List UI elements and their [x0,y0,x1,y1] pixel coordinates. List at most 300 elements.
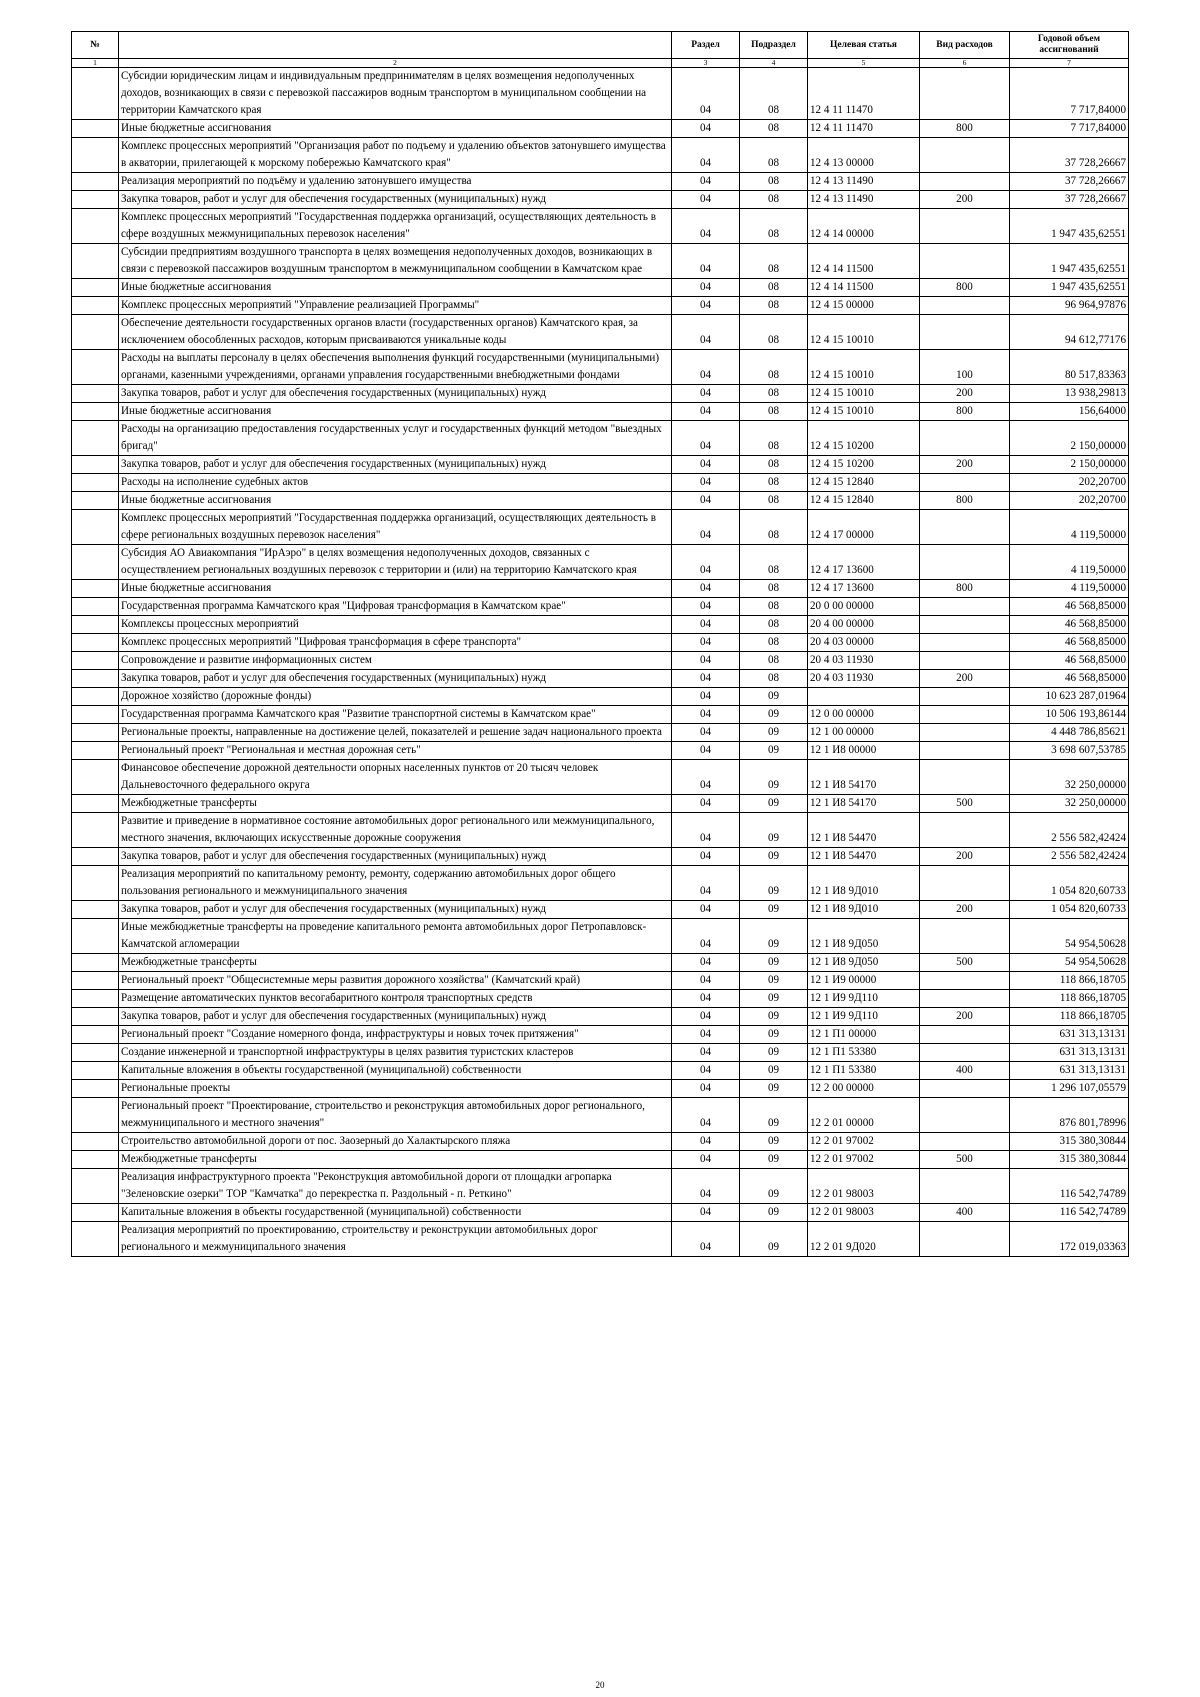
row-amount-cell: 202,20700 [1010,474,1129,492]
table-row [72,616,1129,634]
row-target-article-cell: 12 2 01 97002 [808,1151,920,1169]
row-name-cell: Комплекс процессных мероприятий "Управление реализацией Программы" [119,297,672,315]
row-subsection-cell: 09 [740,990,808,1008]
row-name-cell: Комплекс процессных мероприятий "Государственная поддержка организаций, осуществляющих деятельность в сфере региональных воздушных перевозок населения" [119,510,672,545]
row-section-cell: 04 [672,634,740,652]
row-subsection-cell: 08 [740,138,808,173]
row-expense-type-cell: 800 [920,580,1010,598]
row-expense-type-cell: 200 [920,385,1010,403]
row-section-cell: 04 [672,173,740,191]
table-row [72,1008,1129,1026]
row-expense-type-cell: 500 [920,954,1010,972]
row-name-cell: Межбюджетные трансферты [119,954,672,972]
row-section-cell: 04 [672,385,740,403]
row-name-cell: Комплексы процессных мероприятий [119,616,672,634]
row-section-cell: 04 [672,972,740,990]
header-row [72,32,1129,59]
row-subsection-cell: 08 [740,492,808,510]
row-target-article-cell: 12 4 15 10200 [808,421,920,456]
row-subsection-cell: 09 [740,1008,808,1026]
row-name-cell: Государственная программа Камчатского края "Развитие транспортной системы в Камчатском крае" [119,706,672,724]
table-row [72,972,1129,990]
row-amount-cell: 46 568,85000 [1010,670,1129,688]
header-section: Раздел [672,32,740,59]
row-number-cell [72,724,119,742]
row-number-cell [72,510,119,545]
table-row [72,173,1129,191]
row-section-cell: 04 [672,456,740,474]
column-number: 3 [672,59,740,68]
row-number-cell [72,350,119,385]
table-row [72,209,1129,244]
row-amount-cell: 118 866,18705 [1010,972,1129,990]
row-section-cell: 04 [672,1008,740,1026]
table-row [72,385,1129,403]
row-amount-cell: 172 019,03363 [1010,1222,1129,1257]
row-number-cell [72,580,119,598]
row-expense-type-cell: 800 [920,403,1010,421]
row-amount-cell: 2 150,00000 [1010,421,1129,456]
row-number-cell [72,760,119,795]
row-subsection-cell: 09 [740,1080,808,1098]
row-section-cell: 04 [672,724,740,742]
table-row [72,901,1129,919]
row-subsection-cell: 08 [740,209,808,244]
table-row [72,421,1129,456]
row-target-article-cell: 12 4 14 11500 [808,244,920,279]
row-amount-cell: 37 728,26667 [1010,173,1129,191]
row-name-cell: Региональные проекты [119,1080,672,1098]
row-target-article-cell: 12 4 11 11470 [808,68,920,120]
row-number-cell [72,813,119,848]
row-section-cell: 04 [672,1098,740,1133]
table-row [72,706,1129,724]
row-number-cell [72,1062,119,1080]
row-target-article-cell: 12 4 14 11500 [808,279,920,297]
row-amount-cell: 37 728,26667 [1010,138,1129,173]
row-subsection-cell: 08 [740,385,808,403]
row-section-cell: 04 [672,1062,740,1080]
table-row [72,1062,1129,1080]
row-number-cell [72,209,119,244]
row-subsection-cell: 08 [740,173,808,191]
row-expense-type-cell [920,813,1010,848]
row-subsection-cell: 08 [740,510,808,545]
row-amount-cell: 10 623 287,01964 [1010,688,1129,706]
row-name-cell: Размещение автоматических пунктов весогабаритного контроля транспортных средств [119,990,672,1008]
row-section-cell: 04 [672,350,740,385]
row-section-cell: 04 [672,742,740,760]
row-subsection-cell: 08 [740,68,808,120]
table-row [72,1080,1129,1098]
row-expense-type-cell [920,244,1010,279]
row-name-cell: Закупка товаров, работ и услуг для обеспечения государственных (муниципальных) нужд [119,901,672,919]
row-name-cell: Закупка товаров, работ и услуг для обеспечения государственных (муниципальных) нужд [119,848,672,866]
row-number-cell [72,1008,119,1026]
header-expense-type: Вид расходов [920,32,1010,59]
table-row [72,138,1129,173]
row-number-cell [72,1204,119,1222]
row-amount-cell: 118 866,18705 [1010,1008,1129,1026]
row-number-cell [72,634,119,652]
column-number: 2 [119,59,672,68]
row-section-cell: 04 [672,1026,740,1044]
row-target-article-cell: 12 4 15 10010 [808,350,920,385]
table-row [72,1222,1129,1257]
table-row [72,848,1129,866]
row-name-cell: Иные бюджетные ассигнования [119,492,672,510]
row-target-article-cell: 12 4 15 00000 [808,297,920,315]
row-expense-type-cell [920,209,1010,244]
row-subsection-cell: 09 [740,866,808,901]
row-amount-cell: 3 698 607,53785 [1010,742,1129,760]
row-name-cell: Закупка товаров, работ и услуг для обеспечения государственных (муниципальных) нужд [119,456,672,474]
row-number-cell [72,1222,119,1257]
row-number-cell [72,173,119,191]
row-name-cell: Обеспечение деятельности государственных органов власти (государственных органов) Камчатского края, за исключением обособленных расходов, которым присваиваются уникальные коды [119,315,672,350]
row-expense-type-cell [920,510,1010,545]
row-subsection-cell: 08 [740,598,808,616]
row-target-article-cell: 12 4 13 00000 [808,138,920,173]
row-number-cell [72,191,119,209]
row-number-cell [72,279,119,297]
row-name-cell: Региональные проекты, направленные на достижение целей, показателей и решение задач национального проекта [119,724,672,742]
row-number-cell [72,474,119,492]
row-name-cell: Региональный проект "Общесистемные меры развития дорожного хозяйства" (Камчатский край) [119,972,672,990]
row-amount-cell: 1 296 107,05579 [1010,1080,1129,1098]
row-section-cell: 04 [672,138,740,173]
row-section-cell: 04 [672,403,740,421]
row-number-cell [72,315,119,350]
row-name-cell: Закупка товаров, работ и услуг для обеспечения государственных (муниципальных) нужд [119,670,672,688]
row-subsection-cell: 08 [740,315,808,350]
row-section-cell: 04 [672,954,740,972]
row-number-cell [72,954,119,972]
row-amount-cell: 631 313,13131 [1010,1026,1129,1044]
row-expense-type-cell [920,760,1010,795]
row-name-cell: Капитальные вложения в объекты государственной (муниципальной) собственности [119,1204,672,1222]
table-row [72,670,1129,688]
row-name-cell: Закупка товаров, работ и услуг для обеспечения государственных (муниципальных) нужд [119,385,672,403]
row-number-cell [72,545,119,580]
row-number-cell [72,1133,119,1151]
row-expense-type-cell [920,1133,1010,1151]
row-amount-cell: 876 801,78996 [1010,1098,1129,1133]
row-expense-type-cell [920,652,1010,670]
row-expense-type-cell [920,972,1010,990]
row-amount-cell: 4 448 786,85621 [1010,724,1129,742]
row-subsection-cell: 08 [740,670,808,688]
row-section-cell: 04 [672,1133,740,1151]
row-amount-cell: 2 556 582,42424 [1010,848,1129,866]
row-target-article-cell: 12 0 00 00000 [808,706,920,724]
row-section-cell: 04 [672,1204,740,1222]
row-section-cell: 04 [672,492,740,510]
row-section-cell: 04 [672,209,740,244]
row-expense-type-cell [920,297,1010,315]
row-section-cell: 04 [672,901,740,919]
row-expense-type-cell: 200 [920,901,1010,919]
row-name-cell: Закупка товаров, работ и услуг для обеспечения государственных (муниципальных) нужд [119,191,672,209]
row-subsection-cell: 09 [740,706,808,724]
row-target-article-cell: 12 1 И8 54470 [808,848,920,866]
table-row [72,68,1129,120]
row-expense-type-cell [920,706,1010,724]
row-name-cell: Финансовое обеспечение дорожной деятельности опорных населенных пунктов от 20 тысяч человек Дальневосточного федерального округа [119,760,672,795]
row-target-article-cell: 12 1 И8 9Д010 [808,901,920,919]
row-expense-type-cell [920,598,1010,616]
table-row [72,474,1129,492]
row-amount-cell: 2 150,00000 [1010,456,1129,474]
row-name-cell: Комплекс процессных мероприятий "Организация работ по подъему и удалению объектов затонувшего имущества в акватории, прилегающей к морскому побережью Камчатского края" [119,138,672,173]
header-target-article: Целевая статья [808,32,920,59]
row-target-article-cell: 12 1 И8 54170 [808,760,920,795]
row-section-cell: 04 [672,813,740,848]
row-number-cell [72,972,119,990]
row-name-cell: Создание инженерной и транспортной инфраструктуры в целях развития туристских кластеров [119,1044,672,1062]
row-expense-type-cell: 200 [920,456,1010,474]
table-row [72,1204,1129,1222]
row-name-cell: Расходы на организацию предоставления государственных услуг и государственных функций методом "выездных бригад" [119,421,672,456]
row-expense-type-cell [920,1169,1010,1204]
row-name-cell: Реализация мероприятий по проектированию, строительству и реконструкции автомобильных дорог регионального и межмуниципального значения [119,1222,672,1257]
row-amount-cell: 80 517,83363 [1010,350,1129,385]
row-subsection-cell: 09 [740,1151,808,1169]
row-expense-type-cell: 400 [920,1204,1010,1222]
row-section-cell: 04 [672,279,740,297]
row-subsection-cell: 08 [740,120,808,138]
row-section-cell: 04 [672,1080,740,1098]
table-row [72,1098,1129,1133]
row-amount-cell: 13 938,29813 [1010,385,1129,403]
row-expense-type-cell [920,742,1010,760]
row-amount-cell: 631 313,13131 [1010,1062,1129,1080]
row-expense-type-cell [920,1026,1010,1044]
row-number-cell [72,866,119,901]
row-name-cell: Региональный проект "Проектирование, строительство и реконструкция автомобильных дорог регионального, межмуниципального и местного значения" [119,1098,672,1133]
row-expense-type-cell [920,474,1010,492]
row-expense-type-cell [920,1044,1010,1062]
row-expense-type-cell: 200 [920,1008,1010,1026]
row-section-cell: 04 [672,598,740,616]
row-section-cell: 04 [672,990,740,1008]
row-amount-cell: 37 728,26667 [1010,191,1129,209]
row-amount-cell: 315 380,30844 [1010,1133,1129,1151]
row-target-article-cell: 20 4 03 11930 [808,652,920,670]
row-target-article-cell: 20 4 00 00000 [808,616,920,634]
row-expense-type-cell [920,1080,1010,1098]
row-target-article-cell: 12 1 И8 9Д050 [808,954,920,972]
row-number-cell [72,492,119,510]
row-number-cell [72,421,119,456]
row-amount-cell: 7 717,84000 [1010,120,1129,138]
row-amount-cell: 7 717,84000 [1010,68,1129,120]
row-section-cell: 04 [672,848,740,866]
row-target-article-cell: 12 4 15 10010 [808,315,920,350]
row-section-cell: 04 [672,120,740,138]
row-target-article-cell: 12 1 И8 00000 [808,742,920,760]
row-name-cell: Дорожное хозяйство (дорожные фонды) [119,688,672,706]
row-name-cell: Комплекс процессных мероприятий "Государственная поддержка организаций, осуществляющих деятельность в сфере воздушных межмуниципальных перевозок населения" [119,209,672,244]
row-subsection-cell: 08 [740,403,808,421]
row-amount-cell: 202,20700 [1010,492,1129,510]
row-expense-type-cell [920,616,1010,634]
row-subsection-cell: 09 [740,919,808,954]
row-section-cell: 04 [672,421,740,456]
table-row [72,315,1129,350]
row-subsection-cell: 09 [740,848,808,866]
table-row [72,1151,1129,1169]
row-amount-cell: 46 568,85000 [1010,598,1129,616]
row-target-article-cell: 12 4 15 10010 [808,403,920,421]
column-number: 4 [740,59,808,68]
table-row [72,244,1129,279]
table-row [72,1133,1129,1151]
row-subsection-cell: 08 [740,297,808,315]
row-target-article-cell: 12 1 П1 00000 [808,1026,920,1044]
row-target-article-cell: 12 2 01 9Д020 [808,1222,920,1257]
table-row [72,724,1129,742]
row-number-cell [72,598,119,616]
table-row [72,492,1129,510]
row-expense-type-cell: 500 [920,795,1010,813]
row-section-cell: 04 [672,545,740,580]
row-section-cell: 04 [672,670,740,688]
row-target-article-cell: 12 4 15 10200 [808,456,920,474]
row-target-article-cell: 20 4 03 11930 [808,670,920,688]
row-target-article-cell: 12 1 И8 9Д010 [808,866,920,901]
row-section-cell: 04 [672,652,740,670]
page-number: 20 [595,1680,605,1690]
row-target-article-cell: 12 4 17 13600 [808,545,920,580]
row-target-article-cell: 12 1 И8 54170 [808,795,920,813]
row-expense-type-cell: 500 [920,1151,1010,1169]
table-row [72,813,1129,848]
row-section-cell: 04 [672,510,740,545]
row-name-cell: Региональный проект "Региональная и местная дорожная сеть" [119,742,672,760]
row-number-cell [72,1080,119,1098]
row-amount-cell: 1 054 820,60733 [1010,866,1129,901]
row-expense-type-cell [920,138,1010,173]
row-section-cell: 04 [672,616,740,634]
row-number-cell [72,616,119,634]
row-number-cell [72,742,119,760]
row-expense-type-cell: 200 [920,848,1010,866]
row-subsection-cell: 08 [740,191,808,209]
row-subsection-cell: 09 [740,760,808,795]
table-row [72,297,1129,315]
row-section-cell: 04 [672,1151,740,1169]
row-section-cell: 04 [672,244,740,279]
row-section-cell: 04 [672,706,740,724]
row-name-cell: Закупка товаров, работ и услуг для обеспечения государственных (муниципальных) нужд [119,1008,672,1026]
row-name-cell: Расходы на выплаты персоналу в целях обеспечения выполнения функций государственными (муниципальными) органами, казенными учреждениями, органами управления государственными внебюджетными фондами [119,350,672,385]
header-annual-volume: Годовой объем ассигнований [1010,32,1129,59]
row-subsection-cell: 08 [740,652,808,670]
row-subsection-cell: 08 [740,244,808,279]
table-row [72,760,1129,795]
row-number-cell [72,990,119,1008]
row-subsection-cell: 08 [740,616,808,634]
table-row [72,545,1129,580]
row-target-article-cell: 12 4 11 11470 [808,120,920,138]
row-target-article-cell: 12 4 15 12840 [808,474,920,492]
row-target-article-cell: 12 4 15 12840 [808,492,920,510]
row-name-cell: Субсидия АО Авиакомпания "ИрАэро" в целях возмещения недополученных доходов, связанных с осуществлением региональных воздушных перевозок с территории и (или) на территорию Камчатского края [119,545,672,580]
row-target-article-cell: 12 1 00 00000 [808,724,920,742]
row-name-cell: Иные бюджетные ассигнования [119,403,672,421]
row-amount-cell: 46 568,85000 [1010,652,1129,670]
row-amount-cell: 54 954,50628 [1010,919,1129,954]
table-row [72,1044,1129,1062]
row-amount-cell: 94 612,77176 [1010,315,1129,350]
table-row [72,1169,1129,1204]
row-expense-type-cell: 200 [920,670,1010,688]
row-name-cell: Реализация инфраструктурного проекта "Реконструкция автомобильной дороги от площадки агропарка "Зеленовские озерки" ТОР "Камчатка" до перекрестка п. Раздольный - п. Реткино" [119,1169,672,1204]
row-name-cell: Иные бюджетные ассигнования [119,279,672,297]
row-expense-type-cell [920,919,1010,954]
row-section-cell: 04 [672,580,740,598]
row-subsection-cell: 09 [740,688,808,706]
header-subsection: Подраздел [740,32,808,59]
table-row [72,598,1129,616]
row-number-cell [72,1169,119,1204]
table-row [72,990,1129,1008]
row-amount-cell: 54 954,50628 [1010,954,1129,972]
row-number-cell [72,795,119,813]
table-row [72,634,1129,652]
row-number-cell [72,1151,119,1169]
row-target-article-cell: 12 2 01 00000 [808,1098,920,1133]
header-number: № [72,32,119,59]
row-expense-type-cell [920,1222,1010,1257]
row-number-cell [72,688,119,706]
column-number: 6 [920,59,1010,68]
row-subsection-cell: 08 [740,421,808,456]
row-number-cell [72,848,119,866]
row-target-article-cell: 12 4 14 00000 [808,209,920,244]
table-row [72,279,1129,297]
row-subsection-cell: 08 [740,580,808,598]
row-amount-cell: 46 568,85000 [1010,634,1129,652]
table-row [72,403,1129,421]
row-number-cell [72,1044,119,1062]
row-target-article-cell: 12 1 П1 53380 [808,1044,920,1062]
row-number-cell [72,244,119,279]
column-number-row [72,59,1129,68]
row-subsection-cell: 09 [740,954,808,972]
row-subsection-cell: 08 [740,456,808,474]
row-name-cell: Сопровождение и развитие информационных систем [119,652,672,670]
row-subsection-cell: 08 [740,350,808,385]
row-section-cell: 04 [672,1169,740,1204]
table-row [72,688,1129,706]
row-subsection-cell: 09 [740,901,808,919]
row-expense-type-cell: 200 [920,191,1010,209]
row-name-cell: Капитальные вложения в объекты государственной (муниципальной) собственности [119,1062,672,1080]
row-subsection-cell: 09 [740,972,808,990]
table-row [72,510,1129,545]
row-target-article-cell: 12 2 01 97002 [808,1133,920,1151]
row-amount-cell: 10 506 193,86144 [1010,706,1129,724]
table-row [72,795,1129,813]
row-name-cell: Иные бюджетные ассигнования [119,580,672,598]
row-subsection-cell: 09 [740,1026,808,1044]
row-number-cell [72,138,119,173]
row-target-article-cell: 20 0 00 00000 [808,598,920,616]
table-row [72,191,1129,209]
row-section-cell: 04 [672,68,740,120]
